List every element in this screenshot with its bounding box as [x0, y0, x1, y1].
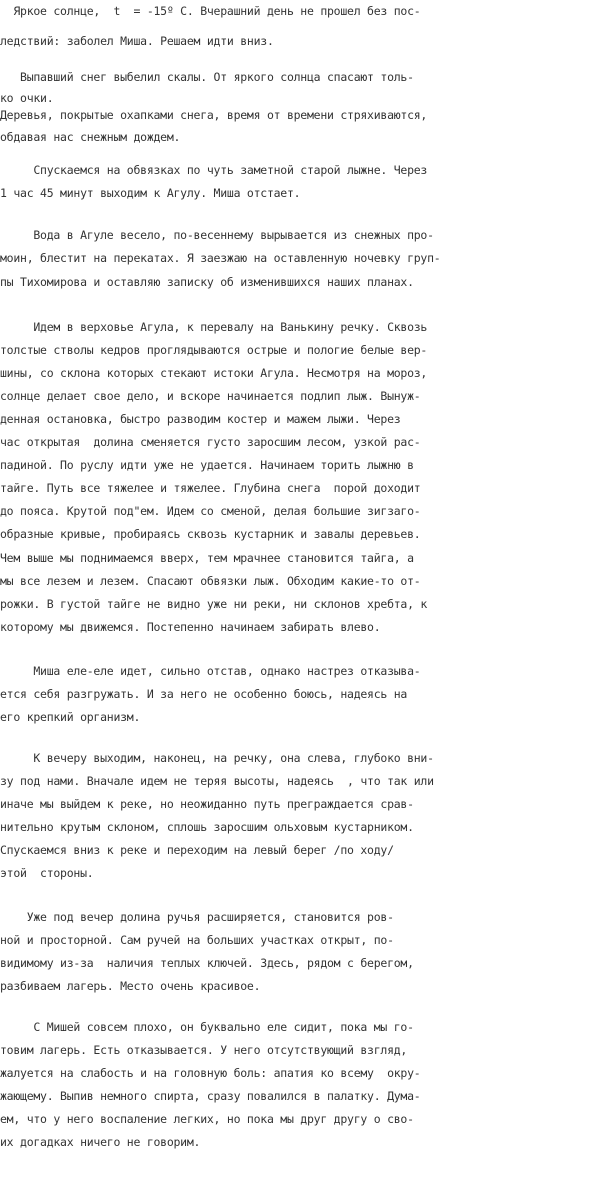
text-line: денная остановка, быстро разводим костер и мажем лыжи. Через	[0, 412, 401, 426]
text-line: Чем выше мы поднимаемся вверх, тем мрачнее становится тайга, а	[0, 551, 414, 565]
text-line: образные кривые, пробираясь сквозь кустарник и завалы деревьев.	[0, 527, 421, 541]
text-line: рожки. В густой тайге не видно уже ни реки, ни склонов хребта, к	[0, 597, 428, 611]
text-line: зу под нами. Вначале идем не теряя высоты, надеясь , что так или	[0, 774, 434, 788]
text-line: их догадках ничего не говорим.	[0, 1135, 201, 1149]
text-line: до пояса. Крутой под"ем. Идем со сменой, делая большие зигзаго-	[0, 504, 421, 518]
text-line: обдавая нас снежным дождем.	[0, 130, 181, 144]
text-line: Спускаемся на обвязках по чуть заметной старой лыжне. Через	[0, 163, 428, 177]
text-line: которому мы движемся. Постепенно начинаем забирать влево.	[0, 620, 381, 634]
text-line: Спускаемся вниз к реке и переходим на левый берег /по ходу/	[0, 843, 394, 857]
text-line: товим лагерь. Есть отказывается. У него отсутствующий взгляд,	[0, 1043, 408, 1057]
text-line: иначе мы выйдем к реке, но неожиданно путь преграждается срав-	[0, 797, 414, 811]
text-line: С Мишей совсем плохо, он буквально еле сидит, пока мы го-	[0, 1020, 414, 1034]
text-line: Идем в верховье Агула, к перевалу на Ванькину речку. Сквозь	[0, 320, 428, 334]
text-line: ко очки.	[0, 91, 54, 105]
text-line: шины, со склона которых стекают истоки Агула. Несмотря на мороз,	[0, 366, 428, 380]
text-line: его крепкий организм.	[0, 710, 141, 724]
text-line: моин, блестит на перекатах. Я заезжаю на оставленную ночевку груп-	[0, 251, 441, 265]
text-line: ледствий: заболел Миша. Решаем идти вниз.	[0, 34, 274, 48]
text-line: солнце делает свое дело, и вскоре начинается подлип лыж. Вынуж-	[0, 389, 421, 403]
text-line: Миша еле-еле идет, сильно отстав, однако настрез отказыва-	[0, 664, 421, 678]
text-line: Деревья, покрытые охапками снега, время от времени стряхиваются,	[0, 108, 428, 122]
text-line: разбиваем лагерь. Место очень красивое.	[0, 979, 261, 993]
text-line: К вечеру выходим, наконец, на речку, она слева, глубоко вни-	[0, 751, 434, 765]
text-line: Яркое солнце, t = -15º С. Вчерашний день не прошел без пос-	[0, 4, 421, 18]
text-line: толстые стволы кедров проглядываются острые и пологие белые вер-	[0, 343, 428, 357]
text-line: 1 час 45 минут выходим к Агулу. Миша отстает.	[0, 186, 301, 200]
text-line: ется себя разгружать. И за него не особенно боюсь, надеясь на	[0, 687, 408, 701]
text-line: мы все лезем и лезем. Спасают обвязки лыж. Обходим какие-то от-	[0, 574, 421, 588]
text-line: видимому из-за наличия теплых ключей. Здесь, рядом с берегом,	[0, 956, 414, 970]
text-line: пы Тихомирова и оставляю записку об изменившихся наших планах.	[0, 275, 414, 289]
text-line: этой стороны.	[0, 866, 94, 880]
text-line: падиной. По руслу идти уже не удается. Начинаем торить лыжню в	[0, 458, 414, 472]
text-line: ем, что у него воспаление легких, но пока мы друг другу о сво-	[0, 1112, 414, 1126]
text-line: Уже под вечер долина ручья расширяется, становится ров-	[0, 910, 394, 924]
text-line: тайге. Путь все тяжелее и тяжелее. Глубина снега порой доходит	[0, 481, 421, 495]
text-line: ной и просторной. Сам ручей на больших участках открыт, по-	[0, 933, 394, 947]
text-line: нительно крутым склоном, сплошь заросшим ольховым кустарником.	[0, 820, 414, 834]
text-line: жающему. Выпив немного спирта, сразу повалился в палатку. Дума-	[0, 1089, 421, 1103]
text-line: Вода в Агуле весело, по-весеннему вырывается из снежных про-	[0, 228, 434, 242]
text-line: Выпавший снег выбелил скалы. От яркого солнца спасают толь-	[0, 70, 414, 84]
text-line: жалуется на слабость и на головную боль: апатия ко всему окру-	[0, 1066, 421, 1080]
text-line: час открытая долина сменяется густо заросшим лесом, узкой рас-	[0, 435, 421, 449]
